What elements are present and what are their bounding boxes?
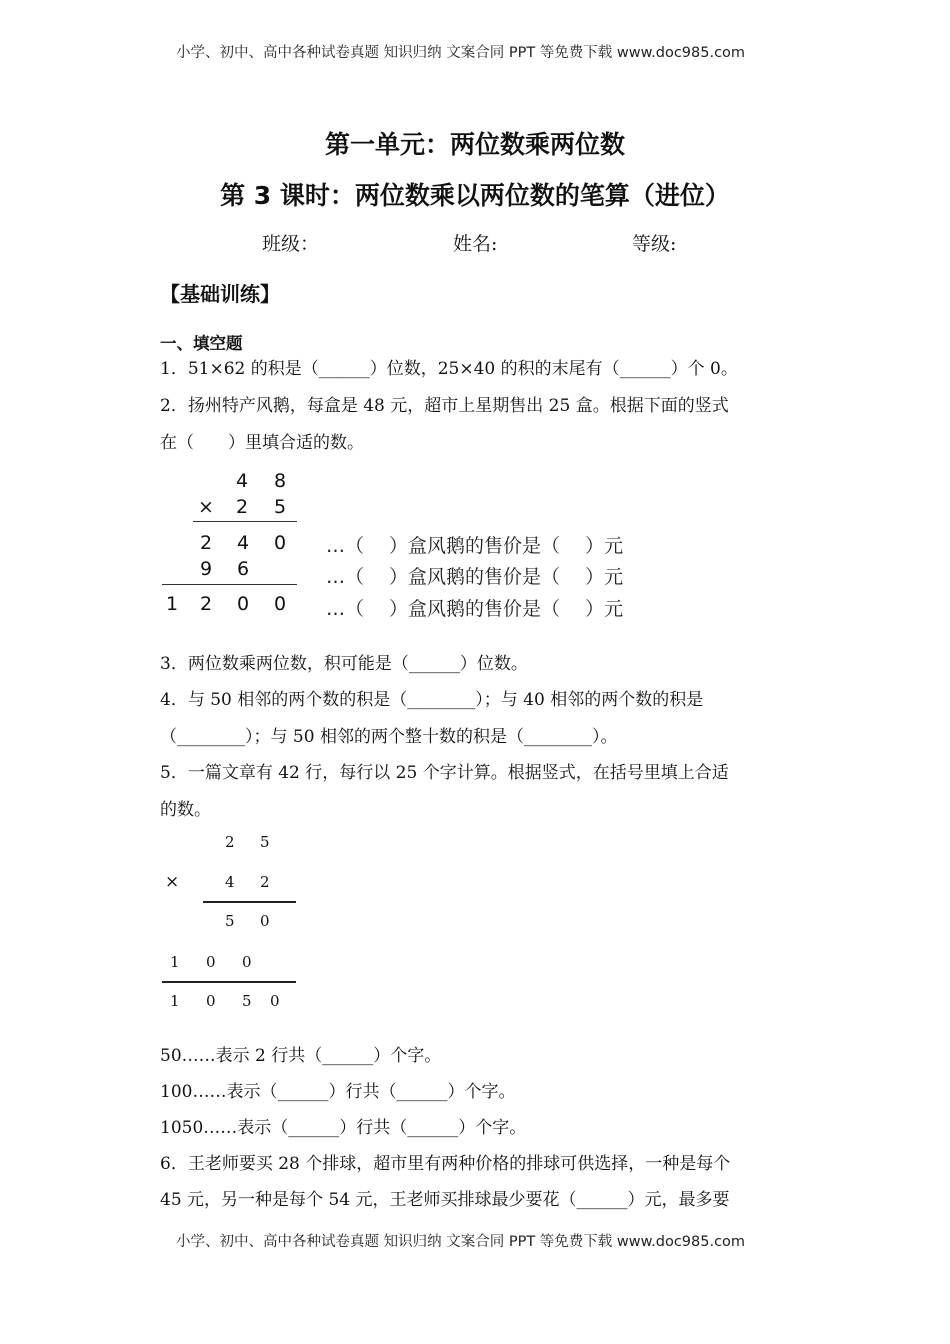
question-4-line-2: （________）；与 50 相邻的两个整十数的积是（________）。 <box>160 727 618 747</box>
question-5-part-b: 100……表示（______）行共（______）个字。 <box>160 1082 516 1102</box>
calc2-digit: 5 <box>260 833 270 851</box>
question-2-line-2: 在（ ）里填合适的数。 <box>160 433 364 453</box>
calc1-digit: 1 <box>166 593 179 615</box>
question-5-line-1: 5．一篇文章有 42 行，每行以 25 个字计算。根据竖式，在括号里填上合适 <box>160 763 729 783</box>
calc2-rule <box>162 981 296 983</box>
calc2-digit: 0 <box>206 953 216 971</box>
calc1-digit: 0 <box>274 532 287 554</box>
calc2-digit: 0 <box>242 953 252 971</box>
question-6-line-2: 45 元，另一种是每个 54 元，王老师买排球最少要花（______）元，最多要 <box>160 1190 730 1210</box>
calc1-rule <box>193 521 297 522</box>
calc1-digit: 6 <box>237 558 250 580</box>
name-label: 姓名: <box>453 233 498 255</box>
calc2-digit: 4 <box>225 873 235 891</box>
calc2-digit: 1 <box>170 953 180 971</box>
calc2-digit: 1 <box>170 992 180 1010</box>
class-label: 班级： <box>262 233 320 255</box>
calc1-rule <box>162 584 297 585</box>
calc1-digit: 0 <box>274 593 287 615</box>
calc1-note: …（ ）盒风鹅的售价是（ ）元 <box>326 566 624 588</box>
calc2-digit: 5 <box>225 912 235 930</box>
calc1-note: …（ ）盒风鹅的售价是（ ）元 <box>326 598 624 620</box>
lesson-title: 第 3 课时：两位数乘以两位数的笔算（进位） <box>220 181 730 210</box>
calc1-digit: 4 <box>236 470 249 492</box>
calc2-times-sign: × <box>165 872 180 892</box>
question-5-part-c: 1050……表示（______）行共（______）个字。 <box>160 1118 527 1138</box>
calc2-digit: 0 <box>260 912 270 930</box>
calc2-digit: 5 <box>242 992 252 1010</box>
calc1-digit: 8 <box>274 470 287 492</box>
unit-title: 第一单元：两位数乘两位数 <box>324 130 625 159</box>
calc1-digit: 9 <box>200 558 213 580</box>
question-1: 1．51×62 的积是（______）位数，25×40 的积的末尾有（______）个 0。 <box>160 359 738 379</box>
calc2-digit: 2 <box>225 833 235 851</box>
grade-label: 等级: <box>632 233 677 255</box>
question-2-line-1: 2．扬州特产风鹅，每盒是 48 元，超市上星期售出 25 盒。根据下面的竖式 <box>160 396 729 416</box>
calc1-times-sign: × <box>198 496 214 518</box>
calc1-digit: 2 <box>200 532 213 554</box>
question-5-line-2: 的数。 <box>160 800 211 820</box>
question-6-line-1: 6．王老师要买 28 个排球，超市里有两种价格的排球可供选择，一种是每个 <box>160 1154 731 1174</box>
calc2-digit: 2 <box>260 873 270 891</box>
question-4-line-1: 4．与 50 相邻的两个数的积是（________）；与 40 相邻的两个数的积是 <box>160 690 704 710</box>
subsection-heading: 一、填空题 <box>160 334 243 353</box>
question-3: 3．两位数乘两位数，积可能是（______）位数。 <box>160 654 528 674</box>
calc1-digit: 2 <box>236 496 249 518</box>
section-heading: 【基础训练】 <box>160 282 280 306</box>
calc1-digit: 0 <box>237 593 250 615</box>
calc1-digit: 5 <box>274 496 287 518</box>
calc2-rule <box>203 901 296 903</box>
question-5-part-a: 50……表示 2 行共（______）个字。 <box>160 1046 442 1066</box>
page-header: 小学、初中、高中各种试卷真题 知识归纳 文案合同 PPT 等免费下载 www.doc985.com <box>176 45 746 61</box>
calc2-digit: 0 <box>206 992 216 1010</box>
calc1-note: …（ ）盒风鹅的售价是（ ）元 <box>326 535 624 557</box>
calc2-digit: 0 <box>270 992 280 1010</box>
calc1-digit: 2 <box>200 593 213 615</box>
page-footer: 小学、初中、高中各种试卷真题 知识归纳 文案合同 PPT 等免费下载 www.doc985.com <box>176 1234 746 1250</box>
calc1-digit: 4 <box>237 532 250 554</box>
